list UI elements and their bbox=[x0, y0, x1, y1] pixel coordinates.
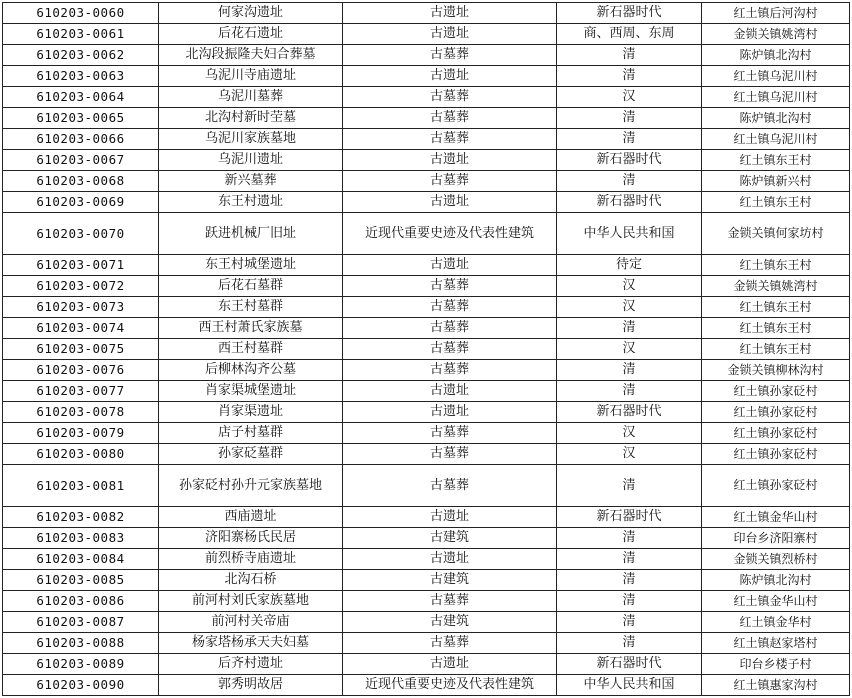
cell-name: 肖家渠城堡遗址 bbox=[159, 381, 343, 402]
cell-location: 陈炉镇新兴村 bbox=[702, 171, 850, 192]
cell-era: 中华人民共和国 bbox=[557, 675, 702, 696]
cell-type: 古遗址 bbox=[343, 150, 557, 171]
cell-type: 古建筑 bbox=[343, 612, 557, 633]
cell-era: 新石器时代 bbox=[557, 402, 702, 423]
cell-type: 古墓葬 bbox=[343, 171, 557, 192]
cell-location: 红土镇东王村 bbox=[702, 318, 850, 339]
cell-type: 古遗址 bbox=[343, 192, 557, 213]
cell-name: 后齐村遗址 bbox=[159, 654, 343, 675]
cell-era: 新石器时代 bbox=[557, 3, 702, 24]
cell-location: 红土镇孙家砭村 bbox=[702, 423, 850, 444]
cell-era: 清 bbox=[557, 129, 702, 150]
cell-code: 610203-0087 bbox=[3, 612, 159, 633]
table-row bbox=[3, 402, 850, 423]
cell-era: 汉 bbox=[557, 297, 702, 318]
cell-name: 西庙遗址 bbox=[159, 507, 343, 528]
cell-code: 610203-0069 bbox=[3, 192, 159, 213]
cell-location: 红土镇孙家砭村 bbox=[702, 444, 850, 465]
cell-era: 清 bbox=[557, 570, 702, 591]
cell-era: 清 bbox=[557, 360, 702, 381]
table-row bbox=[3, 528, 850, 549]
cell-code: 610203-0071 bbox=[3, 255, 159, 276]
cell-location: 陈炉镇北沟村 bbox=[702, 108, 850, 129]
cell-name: 孙家砭墓群 bbox=[159, 444, 343, 465]
cell-location: 陈炉镇北沟村 bbox=[702, 45, 850, 66]
cell-era: 清 bbox=[557, 66, 702, 87]
cell-location: 印台乡楼子村 bbox=[702, 654, 850, 675]
cell-name: 新兴墓葬 bbox=[159, 171, 343, 192]
cell-location: 红土镇孙家砭村 bbox=[702, 402, 850, 423]
table-row bbox=[3, 612, 850, 633]
cell-name: 前烈桥寺庙遗址 bbox=[159, 549, 343, 570]
cell-name: 跃进机械厂旧址 bbox=[159, 213, 343, 255]
table-row bbox=[3, 24, 850, 45]
cell-code: 610203-0084 bbox=[3, 549, 159, 570]
cell-era: 清 bbox=[557, 528, 702, 549]
cell-location: 红土镇金华山村 bbox=[702, 507, 850, 528]
cell-type: 古遗址 bbox=[343, 255, 557, 276]
table-row bbox=[3, 318, 850, 339]
table-row bbox=[3, 654, 850, 675]
table-row bbox=[3, 360, 850, 381]
cell-type: 近现代重要史迹及代表性建筑 bbox=[343, 675, 557, 696]
cell-name: 乌泥川遗址 bbox=[159, 150, 343, 171]
table-row bbox=[3, 108, 850, 129]
cell-code: 610203-0074 bbox=[3, 318, 159, 339]
cell-code: 610203-0088 bbox=[3, 633, 159, 654]
cell-name: 东王村遗址 bbox=[159, 192, 343, 213]
table-row bbox=[3, 444, 850, 465]
table-row bbox=[3, 549, 850, 570]
table-row bbox=[3, 66, 850, 87]
cell-name: 何家沟遗址 bbox=[159, 3, 343, 24]
cell-location: 红土镇乌泥川村 bbox=[702, 66, 850, 87]
cell-code: 610203-0072 bbox=[3, 276, 159, 297]
cell-type: 古建筑 bbox=[343, 570, 557, 591]
cell-name: 西王村萧氏家族墓 bbox=[159, 318, 343, 339]
cell-type: 古墓葬 bbox=[343, 45, 557, 66]
cell-name: 前河村关帝庙 bbox=[159, 612, 343, 633]
cell-code: 610203-0075 bbox=[3, 339, 159, 360]
cell-location: 红土镇东王村 bbox=[702, 150, 850, 171]
table-row bbox=[3, 675, 850, 696]
cell-type: 古遗址 bbox=[343, 66, 557, 87]
cell-name: 后花石遗址 bbox=[159, 24, 343, 45]
cell-type: 古遗址 bbox=[343, 24, 557, 45]
cell-era: 汉 bbox=[557, 444, 702, 465]
cell-name: 北沟段振隆夫妇合葬墓 bbox=[159, 45, 343, 66]
cell-era: 待定 bbox=[557, 255, 702, 276]
heritage-sites-table bbox=[2, 2, 850, 696]
cell-era: 新石器时代 bbox=[557, 192, 702, 213]
cell-type: 古建筑 bbox=[343, 528, 557, 549]
cell-location: 金锁关镇柳林沟村 bbox=[702, 360, 850, 381]
cell-code: 610203-0066 bbox=[3, 129, 159, 150]
table-row bbox=[3, 633, 850, 654]
cell-code: 610203-0060 bbox=[3, 3, 159, 24]
cell-type: 古墓葬 bbox=[343, 276, 557, 297]
cell-code: 610203-0070 bbox=[3, 213, 159, 255]
cell-code: 610203-0061 bbox=[3, 24, 159, 45]
cell-type: 古墓葬 bbox=[343, 318, 557, 339]
cell-location: 红土镇金华村 bbox=[702, 612, 850, 633]
table-row bbox=[3, 297, 850, 318]
table-row bbox=[3, 3, 850, 24]
cell-name: 东王村城堡遗址 bbox=[159, 255, 343, 276]
cell-era: 清 bbox=[557, 108, 702, 129]
cell-location: 金锁关镇姚湾村 bbox=[702, 24, 850, 45]
cell-era: 汉 bbox=[557, 339, 702, 360]
cell-location: 红土镇东王村 bbox=[702, 297, 850, 318]
cell-code: 610203-0079 bbox=[3, 423, 159, 444]
table-row bbox=[3, 255, 850, 276]
cell-era: 清 bbox=[557, 465, 702, 507]
cell-code: 610203-0063 bbox=[3, 66, 159, 87]
cell-location: 红土镇东王村 bbox=[702, 255, 850, 276]
cell-location: 红土镇乌泥川村 bbox=[702, 129, 850, 150]
cell-name: 店子村墓群 bbox=[159, 423, 343, 444]
cell-code: 610203-0078 bbox=[3, 402, 159, 423]
cell-code: 610203-0068 bbox=[3, 171, 159, 192]
table-row bbox=[3, 129, 850, 150]
cell-type: 古遗址 bbox=[343, 3, 557, 24]
table-row bbox=[3, 570, 850, 591]
cell-type: 古墓葬 bbox=[343, 360, 557, 381]
cell-code: 610203-0080 bbox=[3, 444, 159, 465]
cell-code: 610203-0082 bbox=[3, 507, 159, 528]
cell-type: 古墓葬 bbox=[343, 297, 557, 318]
cell-type: 古墓葬 bbox=[343, 423, 557, 444]
cell-name: 郭秀明故居 bbox=[159, 675, 343, 696]
cell-era: 清 bbox=[557, 612, 702, 633]
cell-type: 古遗址 bbox=[343, 381, 557, 402]
cell-location: 金锁关镇姚湾村 bbox=[702, 276, 850, 297]
table-body bbox=[3, 3, 850, 696]
cell-location: 红土镇惠家沟村 bbox=[702, 675, 850, 696]
table-row bbox=[3, 465, 850, 507]
cell-code: 610203-0090 bbox=[3, 675, 159, 696]
cell-name: 北沟村新时茔墓 bbox=[159, 108, 343, 129]
cell-location: 红土镇乌泥川村 bbox=[702, 87, 850, 108]
cell-location: 红土镇东王村 bbox=[702, 339, 850, 360]
cell-type: 古墓葬 bbox=[343, 591, 557, 612]
table-row bbox=[3, 45, 850, 66]
table-row bbox=[3, 381, 850, 402]
cell-location: 红土镇后河沟村 bbox=[702, 3, 850, 24]
table-row bbox=[3, 213, 850, 255]
cell-location: 红土镇金华山村 bbox=[702, 591, 850, 612]
cell-era: 清 bbox=[557, 549, 702, 570]
cell-code: 610203-0086 bbox=[3, 591, 159, 612]
cell-era: 清 bbox=[557, 381, 702, 402]
cell-name: 北沟石桥 bbox=[159, 570, 343, 591]
cell-name: 孙家砭村孙升元家族墓地 bbox=[159, 465, 343, 507]
table-row bbox=[3, 87, 850, 108]
cell-code: 610203-0067 bbox=[3, 150, 159, 171]
table-row bbox=[3, 276, 850, 297]
cell-location: 红土镇孙家砭村 bbox=[702, 465, 850, 507]
cell-code: 610203-0081 bbox=[3, 465, 159, 507]
cell-code: 610203-0076 bbox=[3, 360, 159, 381]
cell-era: 中华人民共和国 bbox=[557, 213, 702, 255]
cell-type: 古墓葬 bbox=[343, 444, 557, 465]
cell-type: 古遗址 bbox=[343, 549, 557, 570]
cell-type: 古墓葬 bbox=[343, 633, 557, 654]
table-row bbox=[3, 150, 850, 171]
cell-era: 清 bbox=[557, 45, 702, 66]
cell-location: 红土镇孙家砭村 bbox=[702, 381, 850, 402]
cell-name: 后柳林沟齐公墓 bbox=[159, 360, 343, 381]
cell-era: 新石器时代 bbox=[557, 654, 702, 675]
cell-name: 前河村刘氏家族墓地 bbox=[159, 591, 343, 612]
cell-location: 陈炉镇北沟村 bbox=[702, 570, 850, 591]
cell-type: 古墓葬 bbox=[343, 465, 557, 507]
cell-code: 610203-0089 bbox=[3, 654, 159, 675]
cell-name: 乌泥川寺庙遗址 bbox=[159, 66, 343, 87]
cell-era: 汉 bbox=[557, 87, 702, 108]
cell-type: 近现代重要史迹及代表性建筑 bbox=[343, 213, 557, 255]
cell-location: 金锁关镇何家坊村 bbox=[702, 213, 850, 255]
table-row bbox=[3, 507, 850, 528]
cell-code: 610203-0083 bbox=[3, 528, 159, 549]
table-row bbox=[3, 192, 850, 213]
cell-type: 古墓葬 bbox=[343, 129, 557, 150]
table-row bbox=[3, 423, 850, 444]
cell-era: 汉 bbox=[557, 276, 702, 297]
cell-name: 乌泥川墓葬 bbox=[159, 87, 343, 108]
cell-type: 古遗址 bbox=[343, 402, 557, 423]
cell-era: 商、西周、东周 bbox=[557, 24, 702, 45]
cell-name: 后花石墓群 bbox=[159, 276, 343, 297]
cell-name: 杨家塔杨承天夫妇墓 bbox=[159, 633, 343, 654]
cell-era: 新石器时代 bbox=[557, 150, 702, 171]
cell-era: 清 bbox=[557, 633, 702, 654]
cell-location: 印台乡济阳寨村 bbox=[702, 528, 850, 549]
cell-location: 金锁关镇烈桥村 bbox=[702, 549, 850, 570]
cell-code: 610203-0065 bbox=[3, 108, 159, 129]
cell-era: 清 bbox=[557, 171, 702, 192]
cell-era: 清 bbox=[557, 591, 702, 612]
cell-code: 610203-0073 bbox=[3, 297, 159, 318]
cell-name: 肖家渠遗址 bbox=[159, 402, 343, 423]
cell-code: 610203-0077 bbox=[3, 381, 159, 402]
table-row bbox=[3, 171, 850, 192]
cell-era: 汉 bbox=[557, 423, 702, 444]
cell-code: 610203-0085 bbox=[3, 570, 159, 591]
table-row bbox=[3, 339, 850, 360]
cell-name: 乌泥川家族墓地 bbox=[159, 129, 343, 150]
cell-era: 清 bbox=[557, 318, 702, 339]
cell-location: 红土镇赵家塔村 bbox=[702, 633, 850, 654]
cell-code: 610203-0064 bbox=[3, 87, 159, 108]
cell-type: 古墓葬 bbox=[343, 339, 557, 360]
cell-code: 610203-0062 bbox=[3, 45, 159, 66]
cell-type: 古墓葬 bbox=[343, 87, 557, 108]
cell-type: 古遗址 bbox=[343, 507, 557, 528]
cell-name: 西王村墓群 bbox=[159, 339, 343, 360]
cell-type: 古遗址 bbox=[343, 654, 557, 675]
cell-name: 济阳寨杨氏民居 bbox=[159, 528, 343, 549]
cell-location: 红土镇东王村 bbox=[702, 192, 850, 213]
table-row bbox=[3, 591, 850, 612]
cell-type: 古墓葬 bbox=[343, 108, 557, 129]
cell-era: 新石器时代 bbox=[557, 507, 702, 528]
cell-name: 东王村墓群 bbox=[159, 297, 343, 318]
